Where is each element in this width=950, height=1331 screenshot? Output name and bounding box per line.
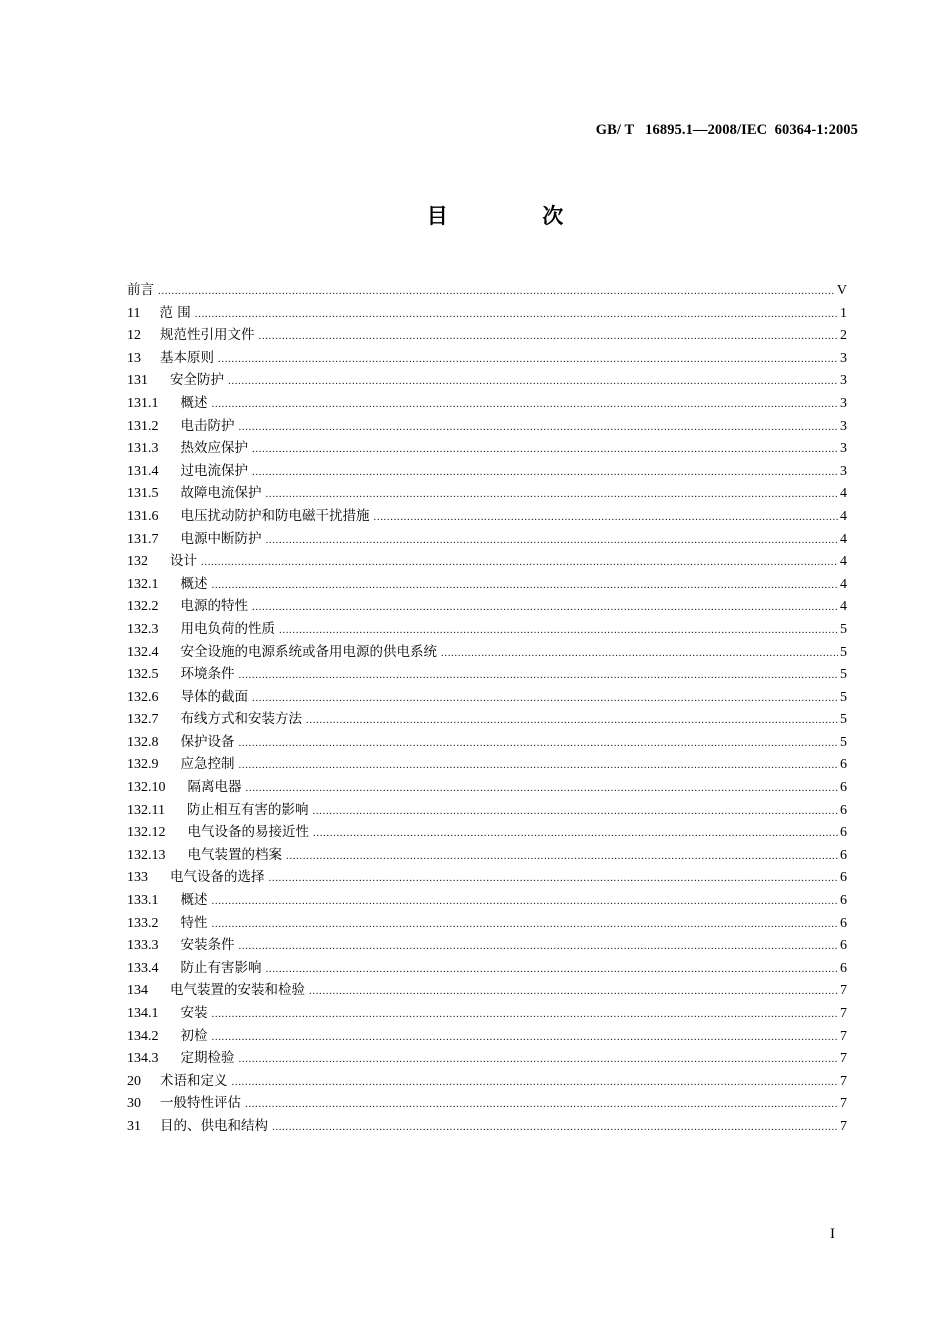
toc-section-title: 安全防护 [170, 372, 224, 389]
toc-page-number: 5 [840, 734, 847, 750]
toc-section-title: 概述 [180, 575, 208, 592]
dot-leader [239, 759, 839, 771]
toc-section-title: 规范性引用文件 [160, 327, 255, 344]
toc-section-title: 术语和定义 [160, 1072, 228, 1089]
toc-section-title: 安全设施的电源系统或备用电源的供电系统 [180, 643, 437, 660]
toc-section-number: 134.2 [127, 1028, 159, 1044]
dot-leader [246, 782, 839, 794]
toc-section-number: 12 [127, 328, 141, 344]
toc-page-number: 4 [840, 531, 847, 547]
toc-page-number: 4 [840, 508, 847, 524]
toc-section-title: 热效应保护 [180, 440, 248, 457]
toc-section-title: 布线方式和安装方法 [180, 711, 302, 728]
toc-entry[interactable] [127, 549, 847, 572]
toc-section-title: 保护设备 [180, 733, 235, 750]
toc-entry[interactable] [127, 707, 847, 730]
toc-page-number: 5 [840, 644, 847, 660]
toc-entry[interactable] [127, 1091, 847, 1114]
dot-leader [306, 714, 838, 726]
toc-section-number: 131.3 [127, 441, 159, 457]
dot-leader [279, 624, 838, 636]
dot-leader [259, 330, 839, 342]
toc-section-title: 防止相互有害的影响 [186, 801, 309, 818]
dot-leader [218, 353, 838, 365]
toc-section-number: 132.13 [127, 847, 166, 863]
toc-section-title: 环境条件 [180, 666, 235, 683]
toc-entry[interactable] [127, 820, 847, 843]
toc-entry[interactable] [127, 617, 847, 640]
toc-section-title: 故障电流保护 [180, 485, 262, 502]
toc-page-number: 6 [840, 870, 847, 886]
toc-entry[interactable] [127, 301, 847, 324]
toc-entry[interactable] [127, 436, 847, 459]
toc-page-number: 5 [840, 621, 847, 637]
toc-section-title: 防止有害影响 [180, 959, 262, 976]
toc-entry[interactable] [127, 956, 847, 979]
toc-page-number: 6 [840, 938, 847, 954]
toc-page-number: 6 [840, 757, 847, 773]
toc-entry[interactable] [127, 368, 847, 391]
toc-entry[interactable] [127, 481, 847, 504]
toc-section-number: 134.1 [127, 1006, 159, 1021]
toc-page-number: 7 [840, 1096, 847, 1112]
toc-entry[interactable] [127, 685, 847, 708]
toc-section-title: 前言 [127, 282, 154, 298]
dot-leader [212, 1031, 839, 1043]
toc-page-number: 6 [840, 915, 847, 931]
toc-section-title: 电源中断防护 [180, 530, 262, 547]
dot-leader [266, 963, 839, 975]
toc-entry[interactable] [127, 504, 847, 527]
dot-leader [286, 850, 838, 862]
toc-section-number: 131.2 [127, 418, 159, 434]
toc-page-number: 3 [840, 441, 847, 457]
toc-page-number: 6 [840, 847, 847, 863]
toc-section-number: 132.11 [127, 802, 165, 818]
toc-page-number: 1 [840, 305, 847, 321]
dot-leader [239, 940, 839, 952]
toc-page-number: 7 [840, 1073, 847, 1089]
toc-entry[interactable] [127, 572, 847, 595]
toc-entry[interactable] [127, 911, 847, 934]
toc-section-number: 134.3 [127, 1051, 159, 1067]
dot-leader [266, 534, 839, 546]
toc-section-title: 过电流保护 [180, 462, 248, 479]
toc-entry[interactable] [127, 1114, 847, 1137]
toc-entry[interactable] [127, 414, 847, 437]
dot-leader [158, 285, 835, 297]
toc-page-number: 7 [840, 1006, 847, 1021]
toc-entry[interactable] [127, 978, 847, 1001]
toc-section-number: 132.2 [127, 599, 159, 615]
toc-section-number: 133 [127, 870, 148, 886]
dot-leader [266, 488, 839, 500]
toc-entry[interactable] [127, 798, 847, 821]
toc-section-number: 131 [127, 373, 148, 389]
toc-section-number: 133.3 [127, 938, 159, 954]
page-number: I [830, 1226, 835, 1242]
toc-page-number: 5 [840, 712, 847, 728]
toc-entry[interactable] [127, 391, 847, 414]
toc-entry[interactable] [127, 775, 847, 798]
dot-leader [212, 895, 839, 907]
toc-section-title: 定期检验 [180, 1050, 235, 1067]
dot-leader [228, 375, 838, 387]
toc-section-title: 导体的截面 [180, 688, 248, 705]
toc-section-number: 134 [127, 983, 148, 999]
toc-page-number: 5 [840, 689, 847, 705]
toc-section-number: 131.6 [127, 508, 159, 524]
toc-entry[interactable] [127, 323, 847, 346]
toc-section-title: 应急控制 [180, 756, 235, 773]
toc-entry[interactable] [127, 662, 847, 685]
toc-section-title: 特性 [180, 914, 208, 931]
toc-section-number: 132 [127, 554, 148, 570]
toc-section-number: 20 [127, 1073, 141, 1089]
toc-page-number: 7 [840, 1118, 847, 1134]
toc-page-number: 2 [840, 328, 847, 344]
toc-page-number: 4 [840, 576, 847, 592]
dot-leader [441, 647, 838, 659]
toc-page-number: 3 [840, 395, 847, 411]
toc-section-number: 132.4 [127, 644, 159, 660]
toc-section-number: 132.10 [127, 780, 166, 796]
toc-page-number: 3 [840, 350, 847, 366]
toc-section-number: 31 [127, 1118, 141, 1134]
toc-entry[interactable] [127, 933, 847, 956]
dot-leader [245, 1098, 838, 1110]
toc-page-number: 4 [840, 599, 847, 615]
dot-leader [252, 601, 838, 613]
page-title: 目 次 [426, 204, 564, 228]
dot-leader [312, 805, 838, 817]
toc-page-number: 4 [840, 486, 847, 502]
toc-entry[interactable] [127, 594, 847, 617]
toc-section-number: 131.4 [127, 463, 159, 479]
toc-page-number: 3 [840, 463, 847, 479]
toc-page-number: 6 [840, 825, 847, 841]
toc-entry[interactable] [127, 1069, 847, 1092]
toc-section-title: 基本原则 [160, 349, 214, 366]
toc-section-number: 131.1 [127, 395, 159, 411]
toc-page-number: 7 [840, 1051, 847, 1067]
dot-leader [201, 556, 838, 568]
dot-leader [212, 398, 839, 410]
toc-page-number: 6 [840, 780, 847, 796]
dot-leader [239, 669, 839, 681]
toc-section-title: 概述 [180, 394, 208, 411]
toc-entry[interactable] [127, 1001, 847, 1024]
toc-section-number: 30 [127, 1096, 141, 1112]
dot-leader [309, 985, 838, 997]
toc-entry[interactable] [127, 888, 847, 911]
toc-entry[interactable] [127, 843, 847, 866]
toc-section-title: 范 围 [159, 304, 191, 321]
toc-section-title: 电气设备的易接近性 [187, 824, 309, 841]
toc-section-number: 132.12 [127, 825, 166, 841]
toc-section-title: 隔离电器 [187, 779, 242, 796]
dot-leader [374, 511, 839, 523]
toc-page-number: 7 [840, 1028, 847, 1044]
toc-page-number: 3 [840, 373, 847, 389]
toc-section-title: 电压扰动防护和防电磁干扰措施 [180, 507, 370, 524]
toc-page-number: 3 [840, 418, 847, 434]
toc-section-title: 安装 [180, 1005, 208, 1021]
toc-section-number: 132.7 [127, 712, 159, 728]
standard-code-header: GB/ T 16895.1—2008/IEC 60364-1:2005 [595, 122, 858, 138]
dot-leader [313, 827, 838, 839]
toc-entry[interactable] [127, 1024, 847, 1047]
toc-section-number: 132.9 [127, 757, 159, 773]
toc-section-number: 132.1 [127, 576, 159, 592]
dot-leader [239, 421, 839, 433]
dot-leader [252, 443, 838, 455]
toc-page-number: 6 [840, 802, 847, 818]
toc-section-number: 132.3 [127, 621, 159, 637]
toc-section-title: 设计 [170, 553, 197, 570]
toc-section-number: 13 [127, 350, 141, 366]
toc-section-title: 电气装置的档案 [187, 846, 282, 863]
dot-leader [212, 1008, 839, 1020]
toc-section-number: 133.4 [127, 960, 159, 976]
toc-entry[interactable] [127, 459, 847, 482]
dot-leader [195, 308, 838, 320]
dot-leader [239, 737, 839, 749]
toc-section-number: 131.7 [127, 531, 159, 547]
toc-section-title: 初检 [180, 1027, 208, 1044]
toc-section-title: 概述 [180, 892, 208, 909]
toc-section-number: 133.2 [127, 915, 159, 931]
toc-section-title: 目的、供电和结构 [160, 1117, 268, 1134]
toc-page-number: 4 [840, 554, 847, 570]
toc-entry[interactable] [127, 640, 847, 663]
toc-section-number: 132.8 [127, 734, 159, 750]
toc-section-title: 电气装置的安装和检验 [170, 982, 305, 999]
toc-section-title: 一般特性评估 [160, 1095, 241, 1112]
dot-leader [252, 466, 838, 478]
toc-section-title: 安装条件 [180, 937, 235, 954]
toc-entry[interactable] [127, 346, 847, 369]
toc-section-title: 电气设备的选择 [170, 869, 265, 886]
dot-leader [212, 579, 839, 591]
toc-section-number: 133.1 [127, 893, 159, 909]
toc-section-title: 用电负荷的性质 [180, 620, 275, 637]
toc-section-number: 11 [127, 305, 141, 321]
toc-page-number: 6 [840, 893, 847, 909]
dot-leader [269, 872, 839, 884]
toc-entry[interactable] [127, 527, 847, 550]
toc-entry[interactable] [127, 865, 847, 888]
table-of-contents [127, 278, 847, 1137]
dot-leader [272, 1121, 838, 1133]
dot-leader [239, 1053, 839, 1065]
toc-entry[interactable] [127, 278, 847, 301]
toc-section-number: 132.5 [127, 667, 159, 683]
dot-leader [232, 1076, 839, 1088]
toc-section-number: 131.5 [127, 486, 159, 502]
toc-page-number: V [836, 283, 847, 298]
toc-page-number: 6 [840, 960, 847, 976]
toc-page-number: 5 [840, 667, 847, 683]
toc-entry[interactable] [127, 752, 847, 775]
toc-entry[interactable] [127, 1046, 847, 1069]
dot-leader [212, 918, 839, 930]
toc-section-number: 132.6 [127, 689, 159, 705]
toc-page-number: 7 [840, 983, 847, 999]
toc-section-title: 电源的特性 [180, 598, 248, 615]
toc-entry[interactable] [127, 730, 847, 753]
toc-section-title: 电击防护 [180, 417, 235, 434]
dot-leader [252, 692, 838, 704]
